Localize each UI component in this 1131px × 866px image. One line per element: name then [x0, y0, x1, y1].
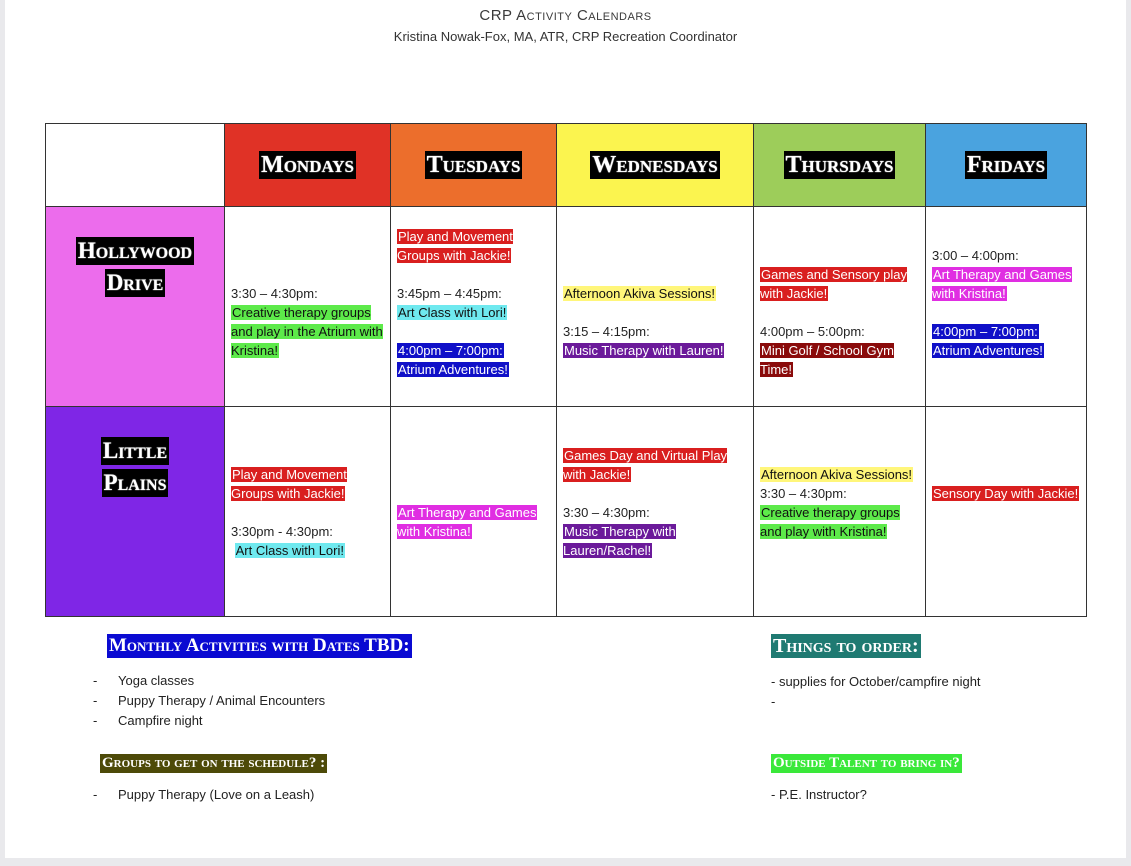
corner-cell	[46, 124, 225, 207]
table-row	[46, 407, 1087, 617]
time-text: 4:00pm – 7:00pm:	[933, 324, 1038, 339]
time-text: 3:45pm – 4:45pm:	[397, 286, 502, 301]
groups-list	[93, 785, 314, 805]
activity-text: Games Day and Virtual Play with Jackie!	[563, 448, 728, 482]
table-row	[46, 124, 1087, 207]
page-title: CRP Activity Calendars	[479, 7, 652, 24]
hollywood-wednesday-cell	[557, 207, 754, 407]
activity-text: Music Therapy with Lauren!	[564, 343, 724, 358]
activity-text: Sensory Day with Jackie!	[933, 486, 1079, 501]
activity-calendar-table	[45, 123, 1087, 617]
hollywood-monday-cell	[225, 207, 391, 407]
day-header-monday	[225, 124, 391, 207]
hollywood-friday-cell	[926, 207, 1087, 407]
location-label: Drive	[106, 270, 164, 295]
time-text: 3:30pm - 4:30pm:	[231, 524, 333, 539]
day-label: Wednesdays	[592, 152, 718, 178]
day-header-thursday	[754, 124, 926, 207]
day-label: Tuesdays	[426, 152, 521, 178]
monthly-activities-heading: Monthly Activities with Dates TBD:	[109, 635, 410, 656]
activity-text: Afternoon Akiva Sessions!	[564, 286, 716, 301]
little-monday-cell	[225, 407, 391, 617]
day-label: Mondays	[261, 152, 354, 178]
page-subtitle: Kristina Nowak-Fox, MA, ATR, CRP Recreation Coordinator	[393, 29, 738, 44]
activity-text: Creative therapy groups and play in the Atrium with Kristina!	[231, 305, 383, 358]
location-label: Hollywood	[77, 238, 193, 263]
time-text: 4:00pm – 5:00pm:	[760, 324, 865, 339]
little-friday-cell	[926, 407, 1087, 617]
time-text: 4:00pm – 7:00pm:	[398, 343, 503, 358]
activity-text: Creative therapy groups and play with Kristina!	[760, 505, 900, 539]
activity-text: Atrium Adventures!	[933, 343, 1043, 358]
location-label: Plains	[103, 470, 167, 495]
activity-text: Atrium Adventures!	[398, 362, 508, 377]
time-text: 3:30 – 4:30pm:	[760, 486, 847, 501]
activity-text: Play and Movement Groups with Jackie!	[231, 467, 347, 501]
day-header-friday	[926, 124, 1087, 207]
day-label: Fridays	[966, 152, 1046, 178]
time-text: 3:15 – 4:15pm:	[563, 324, 650, 339]
activity-text: Afternoon Akiva Sessions!	[761, 467, 913, 482]
location-hollywood-drive	[46, 207, 225, 407]
location-little-plains	[46, 407, 225, 617]
little-tuesday-cell	[391, 407, 557, 617]
table-row	[46, 207, 1087, 407]
day-header-tuesday	[391, 124, 557, 207]
monthly-activities-list	[93, 671, 325, 731]
little-thursday-cell	[754, 407, 926, 617]
things-to-order-heading: Things to order:	[773, 635, 919, 657]
talent-line: - P.E. Instructor?	[771, 787, 867, 802]
activity-text: Mini Golf / School Gym Time!	[760, 343, 894, 377]
activity-text: Music Therapy with Lauren/Rachel!	[563, 524, 676, 558]
day-header-wednesday	[557, 124, 754, 207]
activity-text: Play and Movement Groups with Jackie!	[397, 229, 513, 263]
activity-text: Art Class with Lori!	[398, 305, 507, 320]
time-text: 3:30 – 4:30pm:	[231, 286, 318, 301]
activity-text: Games and Sensory play with Jackie!	[760, 267, 907, 301]
activity-text: Art Class with Lori!	[235, 543, 344, 558]
list-item: - Campfire night	[93, 711, 325, 731]
time-text: 3:30 – 4:30pm:	[563, 505, 650, 520]
time-text: 3:00 – 4:00pm:	[932, 248, 1019, 263]
day-label: Thursdays	[785, 152, 894, 178]
groups-heading: Groups to get on the schedule? :	[102, 755, 326, 771]
document-page	[5, 0, 1126, 858]
location-label: Little	[102, 438, 168, 463]
list-item: - Puppy Therapy / Animal Encounters	[93, 691, 325, 711]
order-line: -	[771, 694, 776, 709]
hollywood-thursday-cell	[754, 207, 926, 407]
outside-talent-heading: Outside Talent to bring in?	[773, 755, 960, 771]
list-item: - Puppy Therapy (Love on a Leash)	[93, 785, 314, 805]
activity-text: Art Therapy and Games with Kristina!	[932, 267, 1072, 301]
order-line: - supplies for October/campfire night	[771, 674, 981, 689]
list-item: - Yoga classes	[93, 671, 325, 691]
activity-text: Art Therapy and Games with Kristina!	[397, 505, 537, 539]
little-wednesday-cell	[557, 407, 754, 617]
hollywood-tuesday-cell	[391, 207, 557, 407]
